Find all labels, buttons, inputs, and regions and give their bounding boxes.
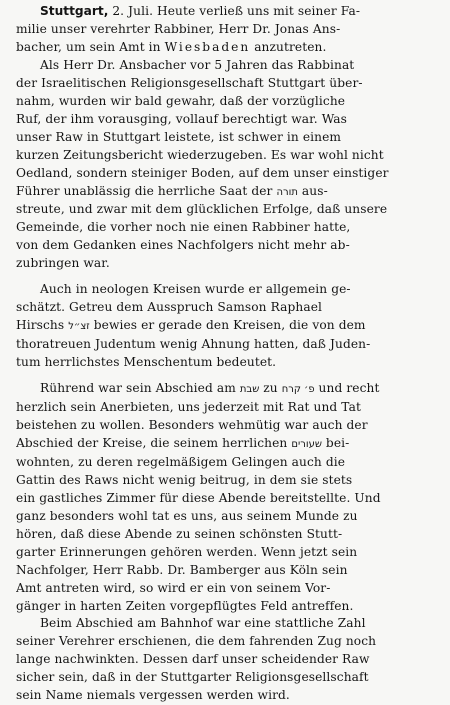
text-line: herzlich sein Anerbieten, uns jederzeit mit Rat und Tat xyxy=(16,400,361,415)
hebrew-word: שבת xyxy=(239,384,260,396)
text-line: Gemeinde, die vorher noch nie einen Rabbiner hatte, xyxy=(16,220,351,235)
hebrew-word: פ׳ קרח xyxy=(281,384,315,396)
text-line: garter Erinnerungen gehören werden. Wenn jetzt sein xyxy=(16,544,358,559)
text-line: Ruf, der ihm vorausging, vollauf berechtigt war. Was xyxy=(16,111,347,126)
text-line: der Israelitischen Religionsgesellschaft Stuttgart über- xyxy=(16,75,363,90)
paragraph-gap xyxy=(16,273,442,281)
text-line: tum herrlichstes Menschentum bedeutet. xyxy=(16,355,277,370)
hebrew-word: זצ״ל xyxy=(68,321,90,333)
text-line: beistehen zu wollen. Besonders wehmütig war auch der xyxy=(16,417,368,432)
text-line: Nachfolger, Herr Rabb. Dr. Bamberger aus Köln sein xyxy=(16,562,348,577)
paragraph-1 xyxy=(16,3,442,57)
text-line: gänger in harten Zeiten vorgepflügtes Feld antreffen. xyxy=(16,598,354,613)
text-line: milie unser verehrter Rabbiner, Herr Dr. Jonas Ans- xyxy=(16,21,341,36)
text-line: ein gastliches Zimmer für diese Abende bereitstellte. Und xyxy=(16,490,381,505)
text-line: unser Raw in Stuttgart leistete, ist schwer in einem xyxy=(16,129,342,144)
paragraph-4 xyxy=(16,380,442,615)
text-line: Gattin des Raws nicht wenig beitrug, in dem sie stets xyxy=(16,472,353,487)
text-line: sicher sein, daß in der Stuttgarter Religionsgesellschaft xyxy=(16,670,369,685)
text-fragment: Führer unablässig die herrliche Saat der xyxy=(16,183,277,198)
paragraph-5 xyxy=(16,615,442,705)
dateline-place: Stuttgart, xyxy=(40,4,109,18)
text-fragment: Rührend war sein Abschied am xyxy=(40,381,240,396)
text-line: Oedland, sondern steiniger Boden, auf dem unser einstiger xyxy=(16,165,389,180)
text-line: sein Name niemals vergessen werden wird. xyxy=(16,688,290,703)
paragraph-3 xyxy=(16,281,442,372)
text-fragment: aus- xyxy=(297,183,328,198)
text-line: schätzt. Getreu dem Ausspruch Samson Raphael xyxy=(16,300,323,315)
text-line xyxy=(16,317,442,336)
paragraph-2 xyxy=(16,57,442,273)
text-line xyxy=(16,183,442,202)
text-fragment: und recht xyxy=(314,381,380,396)
text-line xyxy=(16,435,442,454)
text-line xyxy=(16,39,442,57)
text-fragment: bacher, um sein Amt in xyxy=(16,39,165,54)
text-fragment: zu xyxy=(259,381,282,396)
text-line xyxy=(16,380,442,399)
text-line: thoratreuen Judentum wenig Ahnung hatten, daß Juden- xyxy=(16,337,371,352)
text-fragment: anzutreten. xyxy=(250,39,327,54)
text-line: Als Herr Dr. Ansbacher vor 5 Jahren das Rabbinat xyxy=(40,57,355,72)
city-name: Wiesbaden xyxy=(164,39,251,54)
hebrew-word: שעורים xyxy=(291,438,322,450)
text-line: wohnten, zu deren regelmäßigem Gelingen auch die xyxy=(16,454,346,469)
text-line: zubringen war. xyxy=(16,256,110,271)
text-line: streute, und zwar mit dem glücklichen Erfolge, daß unsere xyxy=(16,202,388,217)
text-line: Beim Abschied am Bahnhof war eine stattliche Zahl xyxy=(40,616,366,631)
text-fragment: bei- xyxy=(321,435,350,450)
text-line: nahm, wurden wir bald gewahr, daß der vorzügliche xyxy=(16,93,346,108)
text-fragment: bewies er gerade den Kreisen, die von dem xyxy=(89,318,366,333)
text-fragment: Hirschs xyxy=(16,318,69,333)
text-line: lange nachwinkten. Dessen darf unser scheidender Raw xyxy=(16,652,370,667)
text-line: Amt antreten wird, so wird er ein von seinem Vor- xyxy=(16,580,331,595)
paragraph-gap xyxy=(16,372,442,380)
text-line: Auch in neologen Kreisen wurde er allgemein ge- xyxy=(40,282,351,297)
text-line: kurzen Zeitungsbericht wiederzugeben. Es war wohl nicht xyxy=(16,147,384,162)
text-fragment: Abschied der Kreise, die seinem herrlichen xyxy=(16,435,292,450)
text-line xyxy=(16,3,442,21)
text-line: von dem Gedanken eines Nachfolgers nicht mehr ab- xyxy=(16,238,350,253)
text-fragment: Heute verließ uns mit seiner Fa- xyxy=(153,4,361,18)
text-line: seiner Verehrer erschienen, die dem fahrenden Zug noch xyxy=(16,634,377,649)
text-line: ganz besonders wohl tat es uns, aus seinem Munde zu xyxy=(16,508,358,523)
text-line: hören, daß diese Abende zu seinen schönsten Stutt- xyxy=(16,526,343,541)
dateline-date: 2. Juli. xyxy=(108,4,154,18)
hebrew-word: תורה xyxy=(276,186,298,198)
